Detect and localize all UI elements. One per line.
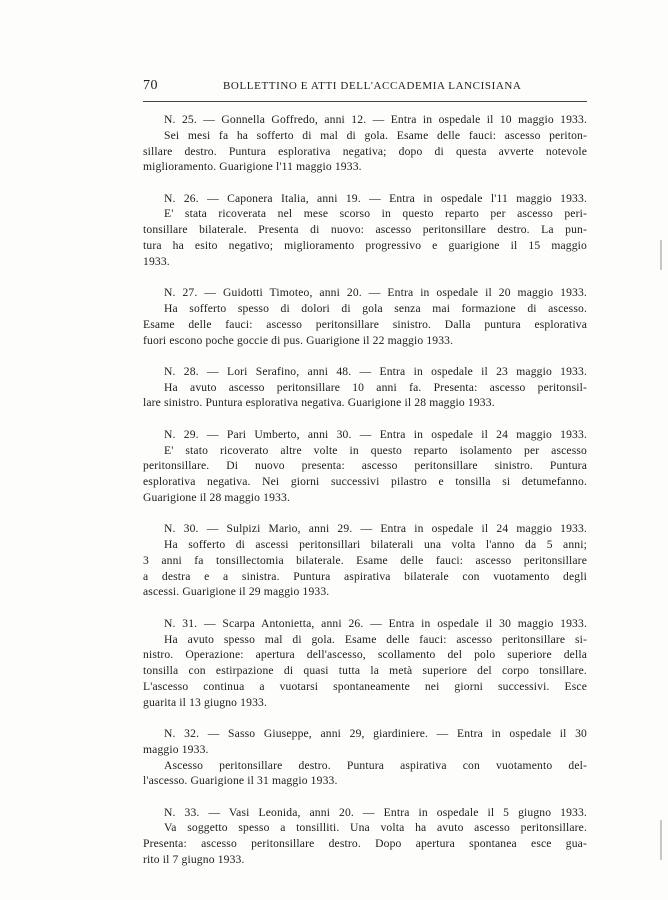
case-entry-29	[143, 427, 587, 506]
running-head	[143, 78, 587, 98]
case-text-line: fuori escono poche goccie di pus. Guarigione il 22 maggio 1933.	[143, 333, 454, 347]
case-text-line: Va soggetto spesso a tonsilliti. Una volta ha avuto ascesso peritonsillare.	[164, 821, 587, 835]
case-heading: N. 31. — Scarpa Antonietta, anni 26. — Entra in ospedale il 30 maggio 1933.	[164, 616, 587, 630]
scan-edge-mark	[660, 820, 662, 860]
page-number: 70	[143, 78, 158, 93]
case-text-line: tonsilla con estirpazione di quasi tutta la metà superiore del corpo tonsillare.	[143, 664, 587, 678]
case-text-line: esplorativa negativa. Nei giorni successivi pilastro e tonsilla si detumefanno.	[143, 475, 587, 489]
case-heading: N. 28. — Lori Serafino, anni 48. — Entra in ospedale il 23 maggio 1933.	[164, 364, 587, 378]
case-heading: N. 27. — Guidotti Timoteo, anni 20. — Entra in ospedale il 20 maggio 1933.	[164, 286, 587, 300]
header-rule	[143, 101, 587, 102]
case-heading: N. 33. — Vasi Leonida, anni 20. — Entra in ospedale il 5 giugno 1933.	[164, 805, 587, 819]
case-text-line: ascessi. Guarigione il 29 maggio 1933.	[143, 585, 330, 599]
case-text-line: Ascesso peritonsillare destro. Puntura aspirativa con vuotamento del-	[164, 758, 587, 772]
case-text-line: Esame delle fauci: ascesso peritonsillare sinistro. Dalla puntura esplorativa	[143, 317, 587, 331]
scan-edge-mark	[660, 240, 662, 270]
case-entry-28	[143, 364, 587, 411]
case-text-line: Presenta: ascesso peritonsillare destro. Dopo apertura spontanea esce gua-	[143, 837, 587, 851]
case-heading: N. 26. — Caponera Italia, anni 19. — Entra in ospedale l'11 maggio 1933.	[164, 191, 587, 205]
case-text-line: nistro. Operazione: apertura dell'ascesso, scollamento del polo superiore della	[143, 648, 587, 662]
case-heading: N. 30. — Sulpizi Mario, anni 29. — Entra in ospedale il 24 maggio 1933.	[164, 522, 587, 536]
case-text-line: Ha sofferto spesso di dolori di gola senza mai formazione di ascesso.	[164, 301, 587, 315]
case-text-line: peritonsillare. Di nuovo presenta: ascesso peritonsillare sinistro. Puntura	[143, 459, 587, 473]
case-text-line: lare sinistro. Puntura esplorativa negativa. Guarigione il 28 maggio 1933.	[143, 396, 495, 410]
case-text-line: L'ascesso continua a vuotarsi spontaneamente nei giorni successivi. Esce	[143, 679, 587, 693]
case-entry-25	[143, 112, 587, 175]
case-heading: N. 25. — Gonnella Goffredo, anni 12. — Entra in ospedale il 10 maggio 1933.	[164, 113, 587, 126]
case-text-line: miglioramento. Guarigione l'11 maggio 1933.	[143, 160, 362, 174]
case-text-line: rito il 7 giugno 1933.	[143, 853, 245, 867]
case-text-line: tonsillare bilaterale. Presenta di nuovo: ascesso peritonsillare destro. La pun-	[143, 223, 587, 237]
journal-title: BOLLETTINO E ATTI DELL'ACCADEMIA LANCISIANA	[223, 80, 522, 92]
case-text-line: E' stata ricoverata nel mese scorso in questo reparto per ascesso peri-	[164, 207, 587, 221]
case-text-line: 3 anni fa tonsillectomia bilaterale. Esame delle fauci: ascesso peritonsillare	[143, 553, 587, 567]
case-text-line: sillare destro. Puntura esplorativa negativa; dopo di questa avverte notevole	[143, 144, 587, 158]
case-text-line: Ha avuto ascesso peritonsillare 10 anni fa. Presenta: ascesso peritonsil-	[164, 380, 587, 394]
case-entry-26	[143, 191, 587, 270]
case-entry-32	[143, 726, 587, 789]
case-entry-31	[143, 616, 587, 711]
case-heading: N. 32. — Sasso Giuseppe, anni 29, giardiniere. — Entra in ospedale il 30	[164, 727, 587, 740]
case-entry-30	[143, 521, 587, 600]
case-entry-27	[143, 285, 587, 348]
case-list	[143, 112, 587, 883]
case-text-line: tura ha esito negativo; miglioramento progressivo e guarigione il 15 maggio	[143, 239, 587, 253]
case-text-line: Guarigione il 28 maggio 1933.	[143, 490, 290, 504]
case-text-line: maggio 1933.	[143, 742, 209, 756]
case-text-line: l'ascesso. Guarigione il 31 maggio 1933.	[143, 774, 338, 788]
case-entry-33	[143, 805, 587, 868]
case-text-line: E' stato ricoverato altre volte in questo reparto isolamento per ascesso	[164, 443, 587, 457]
case-text-line: Ha sofferto di ascessi peritonsillari bilaterali una volta l'anno da 5 anni;	[164, 538, 587, 552]
case-text-line: Ha avuto spesso mal di gola. Esame delle fauci: ascesso peritonsillare si-	[164, 632, 587, 646]
case-text-line: Sei mesi fa ha sofferto di mal di gola. Esame delle fauci: ascesso periton-	[164, 128, 587, 142]
case-text-line: guarita il 13 giugno 1933.	[143, 695, 268, 709]
case-text-line: a destra e a sinistra. Puntura aspirativa bilaterale con vuotamento degli	[143, 569, 587, 583]
case-text-line: 1933.	[143, 254, 170, 268]
case-heading: N. 29. — Pari Umberto, anni 30. — Entra in ospedale il 24 maggio 1933.	[164, 427, 587, 441]
